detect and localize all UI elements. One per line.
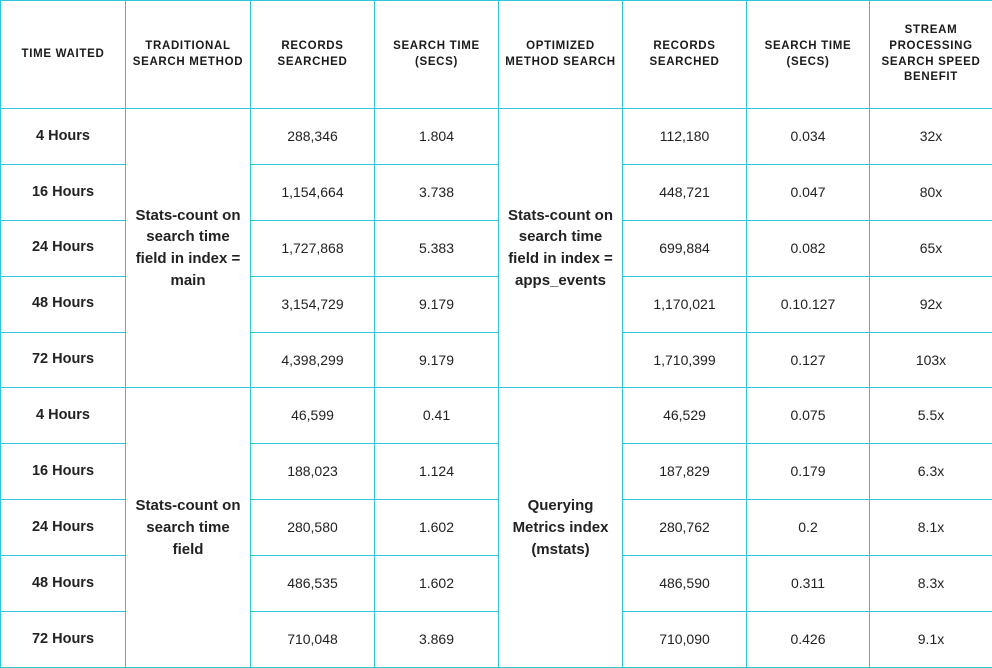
- table-body: [1, 109, 992, 668]
- cell-traditional-records: 4,398,299: [251, 332, 375, 388]
- cell-traditional-records: 486,535: [251, 556, 375, 612]
- cell-traditional-records: 288,346: [251, 109, 375, 165]
- table-row: [1, 109, 992, 165]
- cell-traditional-time: 0.41: [375, 388, 499, 444]
- cell-optimized-records: 280,762: [623, 500, 747, 556]
- cell-traditional-records: 3,154,729: [251, 276, 375, 332]
- cell-traditional-records: 188,023: [251, 444, 375, 500]
- cell-optimized-records: 486,590: [623, 556, 747, 612]
- cell-optimized-time: 0.075: [747, 388, 870, 444]
- cell-time-waited: 16 Hours: [1, 444, 126, 500]
- cell-traditional-records: 710,048: [251, 612, 375, 668]
- cell-traditional-time: 9.179: [375, 276, 499, 332]
- column-header-optimized-method-search: OPTIMIZED METHOD SEARCH: [499, 1, 623, 109]
- cell-optimized-time: 0.047: [747, 164, 870, 220]
- cell-time-waited: 4 Hours: [1, 109, 126, 165]
- cell-time-waited: 72 Hours: [1, 332, 126, 388]
- cell-optimized-method-group2: Querying Metrics index (mstats): [499, 388, 623, 668]
- cell-benefit: 92x: [870, 276, 992, 332]
- column-header-time-waited: TIME WAITED: [1, 1, 126, 109]
- table-row: [1, 388, 992, 444]
- cell-traditional-method-group2: Stats-count on search time field: [126, 388, 251, 668]
- cell-traditional-time: 1.124: [375, 444, 499, 500]
- column-header-records-searched-traditional: RECORDS SEARCHED: [251, 1, 375, 109]
- cell-traditional-records: 1,154,664: [251, 164, 375, 220]
- cell-traditional-time: 1.804: [375, 109, 499, 165]
- cell-optimized-time: 0.082: [747, 220, 870, 276]
- cell-traditional-time: 9.179: [375, 332, 499, 388]
- cell-benefit: 80x: [870, 164, 992, 220]
- cell-optimized-records: 1,710,399: [623, 332, 747, 388]
- cell-time-waited: 48 Hours: [1, 556, 126, 612]
- cell-benefit: 6.3x: [870, 444, 992, 500]
- cell-time-waited: 4 Hours: [1, 388, 126, 444]
- table-header: [1, 1, 992, 109]
- cell-time-waited: 24 Hours: [1, 220, 126, 276]
- cell-optimized-records: 46,529: [623, 388, 747, 444]
- cell-optimized-time: 0.2: [747, 500, 870, 556]
- cell-optimized-time: 0.311: [747, 556, 870, 612]
- cell-time-waited: 16 Hours: [1, 164, 126, 220]
- cell-benefit: 8.3x: [870, 556, 992, 612]
- cell-optimized-time: 0.179: [747, 444, 870, 500]
- cell-optimized-records: 187,829: [623, 444, 747, 500]
- cell-time-waited: 72 Hours: [1, 612, 126, 668]
- cell-traditional-records: 1,727,868: [251, 220, 375, 276]
- cell-optimized-records: 112,180: [623, 109, 747, 165]
- cell-optimized-time: 0.127: [747, 332, 870, 388]
- cell-traditional-method-group1: Stats-count on search time field in index = main: [126, 109, 251, 388]
- cell-optimized-time: 0.034: [747, 109, 870, 165]
- cell-time-waited: 48 Hours: [1, 276, 126, 332]
- column-header-traditional-search-method: TRADITIONAL SEARCH METHOD: [126, 1, 251, 109]
- cell-benefit: 32x: [870, 109, 992, 165]
- cell-optimized-records: 699,884: [623, 220, 747, 276]
- cell-traditional-time: 1.602: [375, 500, 499, 556]
- cell-time-waited: 24 Hours: [1, 500, 126, 556]
- column-header-search-time-optimized: SEARCH TIME (SECS): [747, 1, 870, 109]
- cell-benefit: 8.1x: [870, 500, 992, 556]
- cell-benefit: 5.5x: [870, 388, 992, 444]
- cell-optimized-records: 1,170,021: [623, 276, 747, 332]
- cell-benefit: 103x: [870, 332, 992, 388]
- header-row: [1, 1, 992, 109]
- cell-optimized-time: 0.426: [747, 612, 870, 668]
- cell-traditional-records: 46,599: [251, 388, 375, 444]
- cell-optimized-method-group1: Stats-count on search time field in index = apps_events: [499, 109, 623, 388]
- cell-traditional-time: 3.738: [375, 164, 499, 220]
- cell-optimized-records: 448,721: [623, 164, 747, 220]
- column-header-records-searched-optimized: RECORDS SEARCHED: [623, 1, 747, 109]
- cell-benefit: 65x: [870, 220, 992, 276]
- cell-optimized-time: 0.10.127: [747, 276, 870, 332]
- cell-traditional-time: 5.383: [375, 220, 499, 276]
- cell-traditional-records: 280,580: [251, 500, 375, 556]
- cell-traditional-time: 3.869: [375, 612, 499, 668]
- cell-traditional-time: 1.602: [375, 556, 499, 612]
- cell-benefit: 9.1x: [870, 612, 992, 668]
- column-header-search-time-traditional: SEARCH TIME (SECS): [375, 1, 499, 109]
- cell-optimized-records: 710,090: [623, 612, 747, 668]
- column-header-stream-processing-benefit: STREAM PROCESSING SEARCH SPEED BENEFIT: [870, 1, 992, 109]
